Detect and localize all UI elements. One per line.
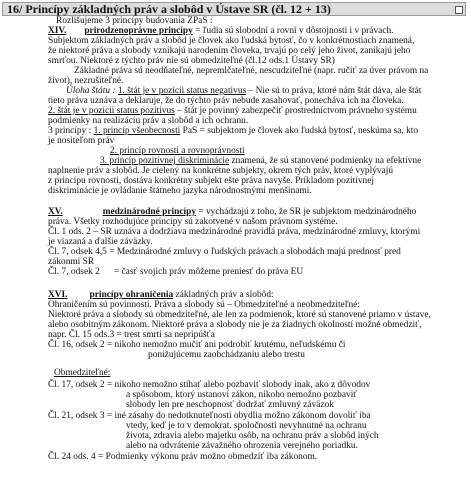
section-xvi-line-11: Čl. 21, odsek 3 = iné zásahy do nedotknuteľnosti obydlia možno zákonom dovoliť iba <box>48 411 371 421</box>
intro-line: Rozlišujeme 3 princípy budovania ZPaS : <box>56 16 213 26</box>
section-xv-line-1: = vychádzajú z toho, že SR je subjektom medzinárodného <box>196 207 417 217</box>
section-xvi-line-4: alebo osobitným zákonom. Niektoré práva a slobody nie je za žiadnych okolností možné obmedziť, <box>48 320 422 330</box>
section-xvi-heading-line <box>48 290 274 300</box>
principle-1: 1. princíp všeobecnosti <box>93 126 181 136</box>
section-xvi-line-10: slobody len pre neschopnosť dodržať zmluvný záväzok <box>126 400 334 410</box>
section-xiv-line-10: podmienky na realizáciu práv a slobôd a ich ochranu. <box>48 116 249 126</box>
status-pozitivus-text: – štát je povinný zabezpečiť prostredníctvom právneho systému <box>174 106 417 116</box>
document-body <box>0 16 471 480</box>
principle-1-text: PaS = subjektom je človek ako ľudská bytosť, neskúma sa, kto <box>180 126 419 136</box>
section-xiv-line-17: diskriminácie je ovládanie štátneho jazyka národnostnými menšinami. <box>48 186 312 196</box>
section-xiv-line-9 <box>48 106 417 116</box>
section-xv-line-2: práva. Všetky rozhodujúce princípy sú zakotvené v našom právnom systéme. <box>48 217 338 227</box>
section-xiv-line-15: naplnenie práv a slobôd. Je cielený na konkrétne subjekty, okrem tých práv, ktoré vyplývajú <box>48 166 394 176</box>
section-xiv-line-3: že niektoré práva a slobody vznikajú narodením človeka, trvajú po celý jeho život, zanikajú jeho <box>48 46 411 56</box>
section-xvi-line-2: Ohraničením sú povinnosti. Práva a slobody sú – Obmedziteľné a neobmedziteľné: <box>48 300 360 310</box>
section-xiv-line-14 <box>100 156 421 166</box>
section-xv-line-5: Čl. 7, odsek 4,5 = Medzinárodné zmluvy o ľudských právach a slobodách majú prednosť pred <box>48 247 401 257</box>
section-xiv-heading-line <box>48 26 394 36</box>
status-negativus: 1. štát je v pozícii status negativus <box>117 86 247 96</box>
section-xvi-line-15: Čl. 24 ods. 4 = Podmienky výkonu práv možno obmedziť iba zákonom. <box>48 452 318 462</box>
section-xv-line-4: je viazaná a ďalšie záväzky. <box>48 237 153 247</box>
section-xvi-title: princípy ohraničenia <box>89 290 174 300</box>
section-xv-line-7: Čl. 7, odsek 2 = časť svojich práv môžeme preniesť do práva EU <box>48 267 304 277</box>
principle-2: 2. princíp rovnosti a rovnoprávnosti <box>110 146 245 156</box>
section-xvi-line-13: života, zdravia alebo majetku osôb, na ochranu práv a slobôd iných <box>126 431 379 441</box>
section-xiv-line-1: = ľudia sú slobodní a rovní v dôstojnosti i v právach. <box>192 26 394 36</box>
section-xiv-number: XIV. <box>48 26 67 36</box>
section-xiv-line-12: je nositeľom práv <box>48 136 115 146</box>
principles-label: 3 princípy : <box>48 126 94 136</box>
section-xv-line-6: zákonmi SR <box>48 257 95 267</box>
section-xvi-line-14: alebo na odvrátenie závažného ohrozenia verejného poriadku. <box>126 441 358 451</box>
section-xv-title: medzinárodné princípy <box>102 207 197 217</box>
state-role-label: Úloha štátu : <box>66 86 118 96</box>
section-xvi-line-12: vtedy, keď je to v demokrat. spoločnosti nevyhnutné na ochranu <box>126 421 367 431</box>
section-xiv-line-16: z princípu rovnosti, dostáva konkrétny subjekt ešte práva navyše. Príkladom pozitívnej <box>48 176 374 186</box>
section-xvi-line-7: ponižujúcemu zaobchádzaniu alebo trestu <box>148 350 305 360</box>
section-xiv-line-7 <box>66 86 421 96</box>
principle-3: 3. princíp pozitívnej diskriminácie <box>100 156 230 166</box>
section-xiv-line-4: smrťou. Niektoré z týchto práv nie sú obmedziteľné (čl.12 ods.1 Ústavy SR) <box>48 56 335 66</box>
section-xvi-line-3: Niektoré práva a slobody sú obmedziteľné, ale len za podmienok, ktoré sú stanovené priamo v ústave, <box>48 310 431 320</box>
section-xvi-number: XVI. <box>48 290 68 300</box>
section-xiv-line-2: Subjektom základných práv a slobôd je človek ako ľudská bytosť, čo v konkrétnostiach znamená, <box>48 36 415 46</box>
heading-bar <box>2 2 466 16</box>
status-pozitivus: 2. štát je v pozícii status pozitivus <box>48 106 175 116</box>
section-xvi-line-1: základných práv a slobôd: <box>173 290 274 300</box>
section-xvi-line-5: napr. Čl. 15 ods.3 = trest smrti sa nepripúšťa <box>48 330 215 340</box>
section-xv-line-3: Čl. 1 ods. 2 – SR uznáva a dodržiava medzinárodné pravidlá práva, medzinárodné zmluvy, ktorými <box>48 227 421 237</box>
section-xv-heading-line <box>48 207 416 217</box>
status-negativus-text: – Nie sú to práva, ktoré nám štát dáva, ale štát <box>246 86 422 96</box>
section-xiv-title: prirodzenoprávne princípy <box>84 26 193 36</box>
resize-handle-icon[interactable] <box>455 6 463 14</box>
section-xvi-line-9: a spôsobom, ktorý ustanoví zákon, nikoho nemožno pozbaviť <box>126 390 358 400</box>
restrictable-heading: Obmedziteľné: <box>54 368 111 378</box>
section-xv-number: XV. <box>48 207 63 217</box>
principle-3-text: znamená, že sú stanovené podmienky na efektívne <box>229 156 422 166</box>
section-xvi-line-8: Čl. 17, odsek 2 = nikoho nemožno stíhať alebo pozbaviť slobody inak, ako z dôvodov <box>48 380 371 390</box>
document-title: 16/ Princípy základných práv a slobôd v Ústave SR (čl. 12 + 13) <box>7 2 331 16</box>
section-xiv-line-8: tieto práva uznáva a deklaruje, že do týchto práv nebude zasahovať, ponecháva ich na človeka. <box>48 96 404 106</box>
section-xiv-line-5: Základné práva sú neodňateľné, nepremlčateľné, nescudziteľné (napr. ručiť za úver právom na <box>74 66 429 76</box>
section-xvi-line-6: Čl. 16, odsek 2 = nikoho nemožno mučiť ani podrobiť krutému, neľudskému či <box>48 340 346 350</box>
section-xiv-line-6: život), nezrušiteľné. <box>48 76 124 86</box>
section-xiv-line-11 <box>48 126 418 136</box>
